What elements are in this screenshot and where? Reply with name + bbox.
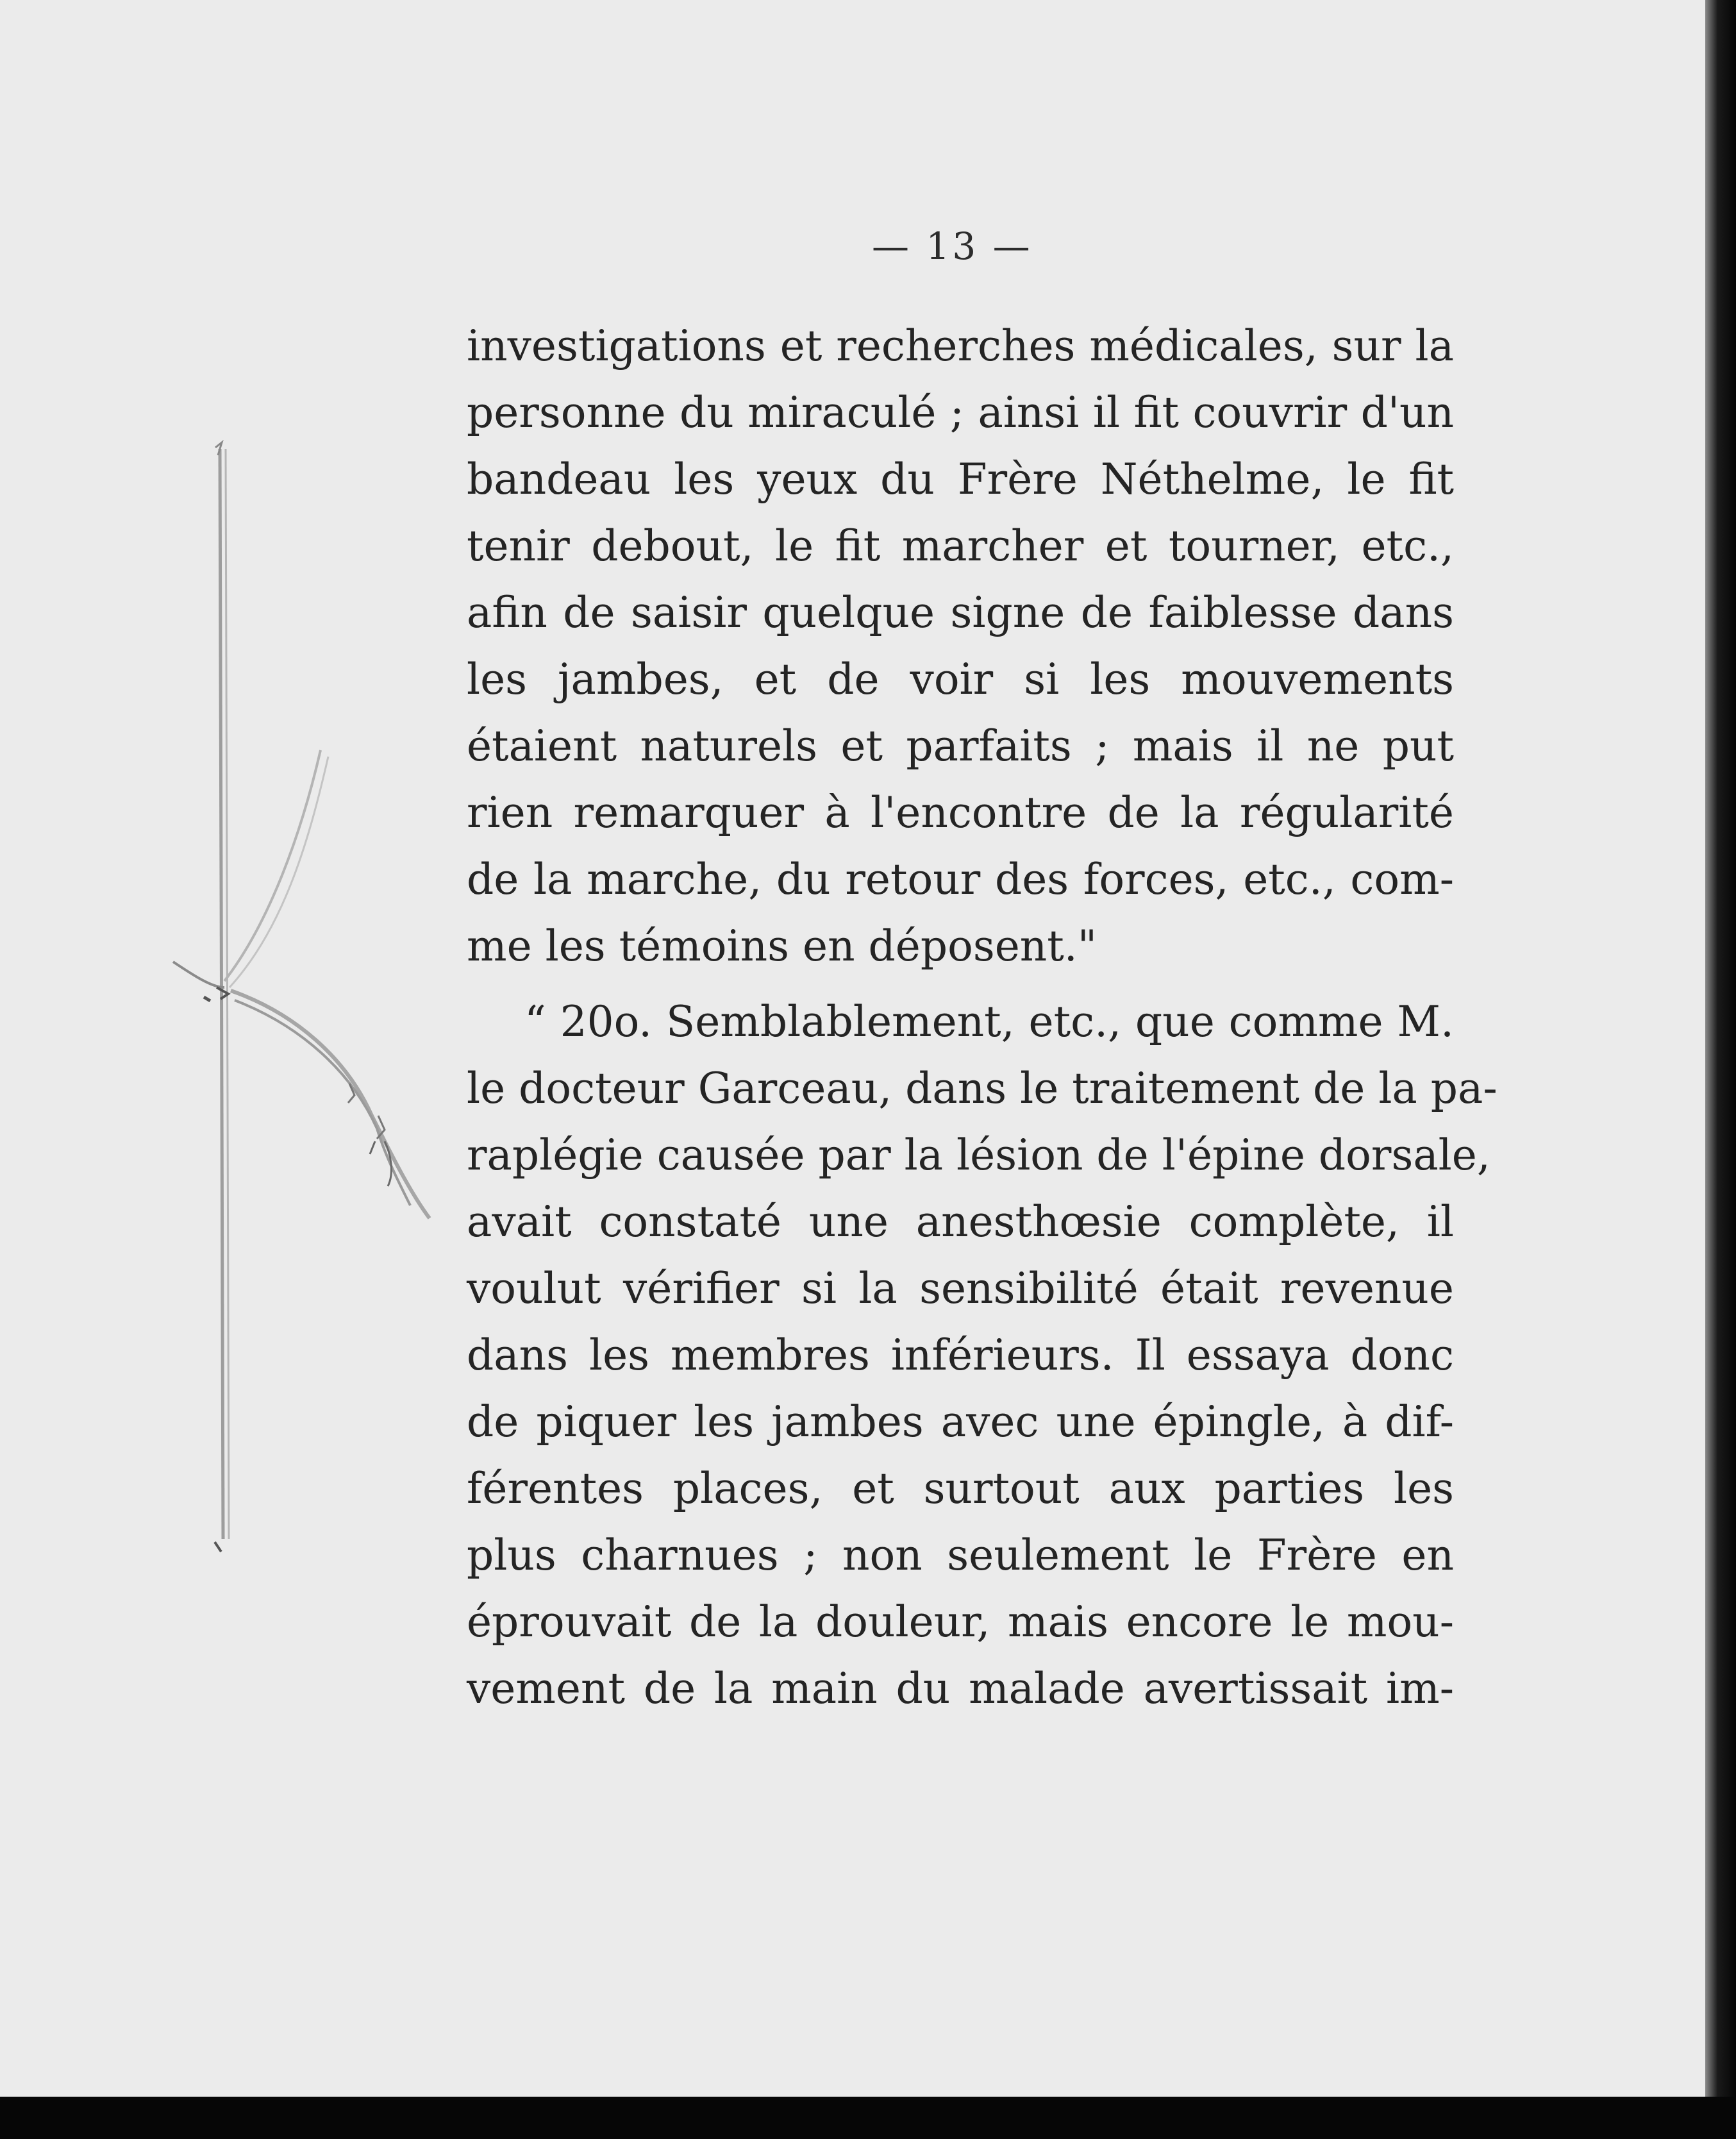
text-line: vement de la main du malade avertissait im- xyxy=(467,1664,1454,1713)
text-line: plus charnues ; non seulement le Frère en xyxy=(467,1531,1454,1580)
paragraph-2 xyxy=(467,989,1498,1722)
body-text xyxy=(467,313,1498,1722)
text-line: les jambes, et de voir si les mouvements xyxy=(467,655,1454,704)
text-line: le docteur Garceau, dans le traitement de la pa- xyxy=(467,1064,1498,1113)
text-line: afin de saisir quelque signe de faiblesse dans xyxy=(467,588,1454,637)
paragraph-1 xyxy=(467,313,1454,980)
text-line: investigations et recherches médicales, sur la xyxy=(467,321,1454,371)
text-line: bandeau les yeux du Frère Néthelme, le fit xyxy=(467,455,1454,504)
binding-string xyxy=(0,0,487,1603)
text-line: personne du miraculé ; ainsi il fit couvrir d'un xyxy=(467,388,1454,437)
text-line: tenir debout, le fit marcher et tourner, etc., xyxy=(467,521,1454,571)
text-line: voulut vérifier si la sensibilité était revenue xyxy=(467,1264,1454,1313)
page-number: — 13 — xyxy=(872,224,1033,268)
scan-border xyxy=(0,2097,1736,2139)
text-line: “ 20o. Semblablement, etc., que comme M. xyxy=(524,997,1454,1046)
text-line: étaient naturels et parfaits ; mais il ne put xyxy=(467,721,1454,771)
text-line: raplégie causée par la lésion de l'épine dorsale, xyxy=(467,1130,1490,1180)
text-line: dans les membres inférieurs. Il essaya donc xyxy=(467,1330,1454,1380)
text-line: me les témoins en déposent." xyxy=(467,921,1098,971)
page-edge-shadow xyxy=(1705,0,1736,2139)
text-line: avait constaté une anesthœsie complète, il xyxy=(467,1197,1454,1246)
text-line: de piquer les jambes avec une épingle, à dif- xyxy=(467,1397,1454,1447)
text-line: férentes places, et surtout aux parties les xyxy=(467,1464,1454,1513)
text-line: éprouvait de la douleur, mais encore le mou- xyxy=(467,1597,1454,1647)
text-line: rien remarquer à l'encontre de la régularité xyxy=(467,788,1454,837)
text-line: de la marche, du retour des forces, etc., com- xyxy=(467,855,1454,904)
